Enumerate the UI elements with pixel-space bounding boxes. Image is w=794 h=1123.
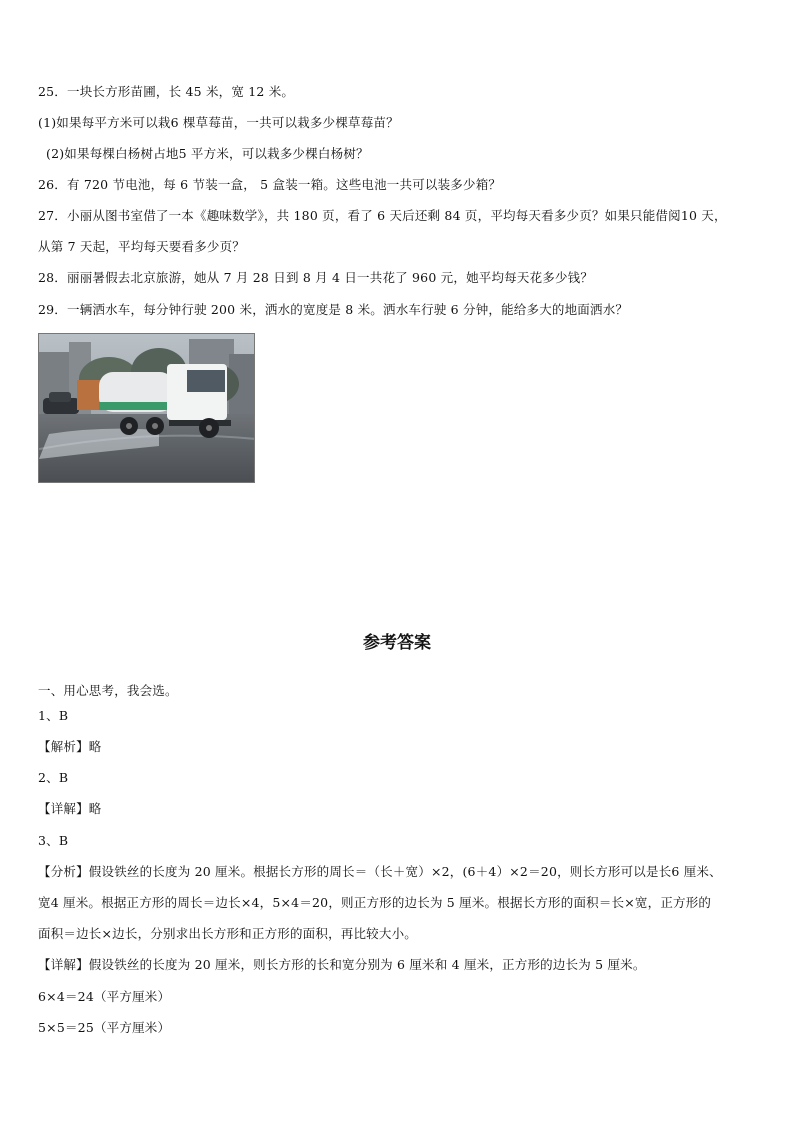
answer-1: 1、B xyxy=(38,708,69,723)
question-25-part-1: (1)如果每平方米可以栽6 棵草莓苗，一共可以栽多少棵草莓苗？ xyxy=(38,115,399,130)
answer-3-analysis-line-2: 宽4 厘米。根据正方形的周长＝边长×4，5×4＝20，则正方形的边长为 5 厘米。根据长方形的面积＝长×宽，正方形的 xyxy=(38,895,712,910)
answers-section-heading: 一、用心思考，我会选。 xyxy=(38,683,178,698)
answer-3: 3、B xyxy=(38,833,69,848)
answer-3-analysis-line-3: 面积＝边长×边长，分别求出长方形和正方形的面积，再比较大小。 xyxy=(38,926,417,941)
calculation-1: 6×4＝24（平方厘米） xyxy=(38,989,171,1004)
question-29: 29．一辆洒水车，每分钟行驶 200 米，洒水的宽度是 8 米。洒水车行驶 6 分钟，能给多大的地面洒水？ xyxy=(38,302,629,317)
question-25-part-2: (2)如果每棵白杨树占地5 平方米，可以栽多少棵白杨树？ xyxy=(46,146,369,161)
calculation-2: 5×5＝25（平方厘米） xyxy=(38,1020,171,1035)
answers-title: 参考答案 xyxy=(363,633,431,653)
answer-2: 2、B xyxy=(38,770,69,785)
question-27-line-1: 27．小丽从图书室借了一本《趣味数学》，共 180 页，看了 6 天后还剩 84 页，平均每天看多少页？如果只能借阅10 天， xyxy=(38,208,727,223)
answer-1-analysis: 【解析】略 xyxy=(38,739,102,754)
answer-3-analysis-line-1: 【分析】假设铁丝的长度为 20 厘米。根据长方形的周长＝（长＋宽）×2，(6＋4）×2＝20，则长方形可以是长6 厘米、 xyxy=(38,864,722,879)
question-26: 26．有 720 节电池，每 6 节装一盒， 5 盒装一箱。这些电池一共可以装多少箱？ xyxy=(38,177,502,192)
question-28: 28．丽丽暑假去北京旅游，她从 7 月 28 日到 8 月 4 日一共花了 960 元，她平均每天花多少钱？ xyxy=(38,270,594,285)
answer-3-detail: 【详解】假设铁丝的长度为 20 厘米，则长方形的长和宽分别为 6 厘米和 4 厘米，正方形的边长为 5 厘米。 xyxy=(38,957,646,972)
question-25-stem: 25．一块长方形苗圃，长 45 米，宽 12 米。 xyxy=(38,84,295,99)
answer-2-detail: 【详解】略 xyxy=(38,801,102,816)
sprinkler-truck-photo xyxy=(38,333,255,483)
question-27-line-2: 从第 7 天起，平均每天要看多少页？ xyxy=(38,239,246,254)
